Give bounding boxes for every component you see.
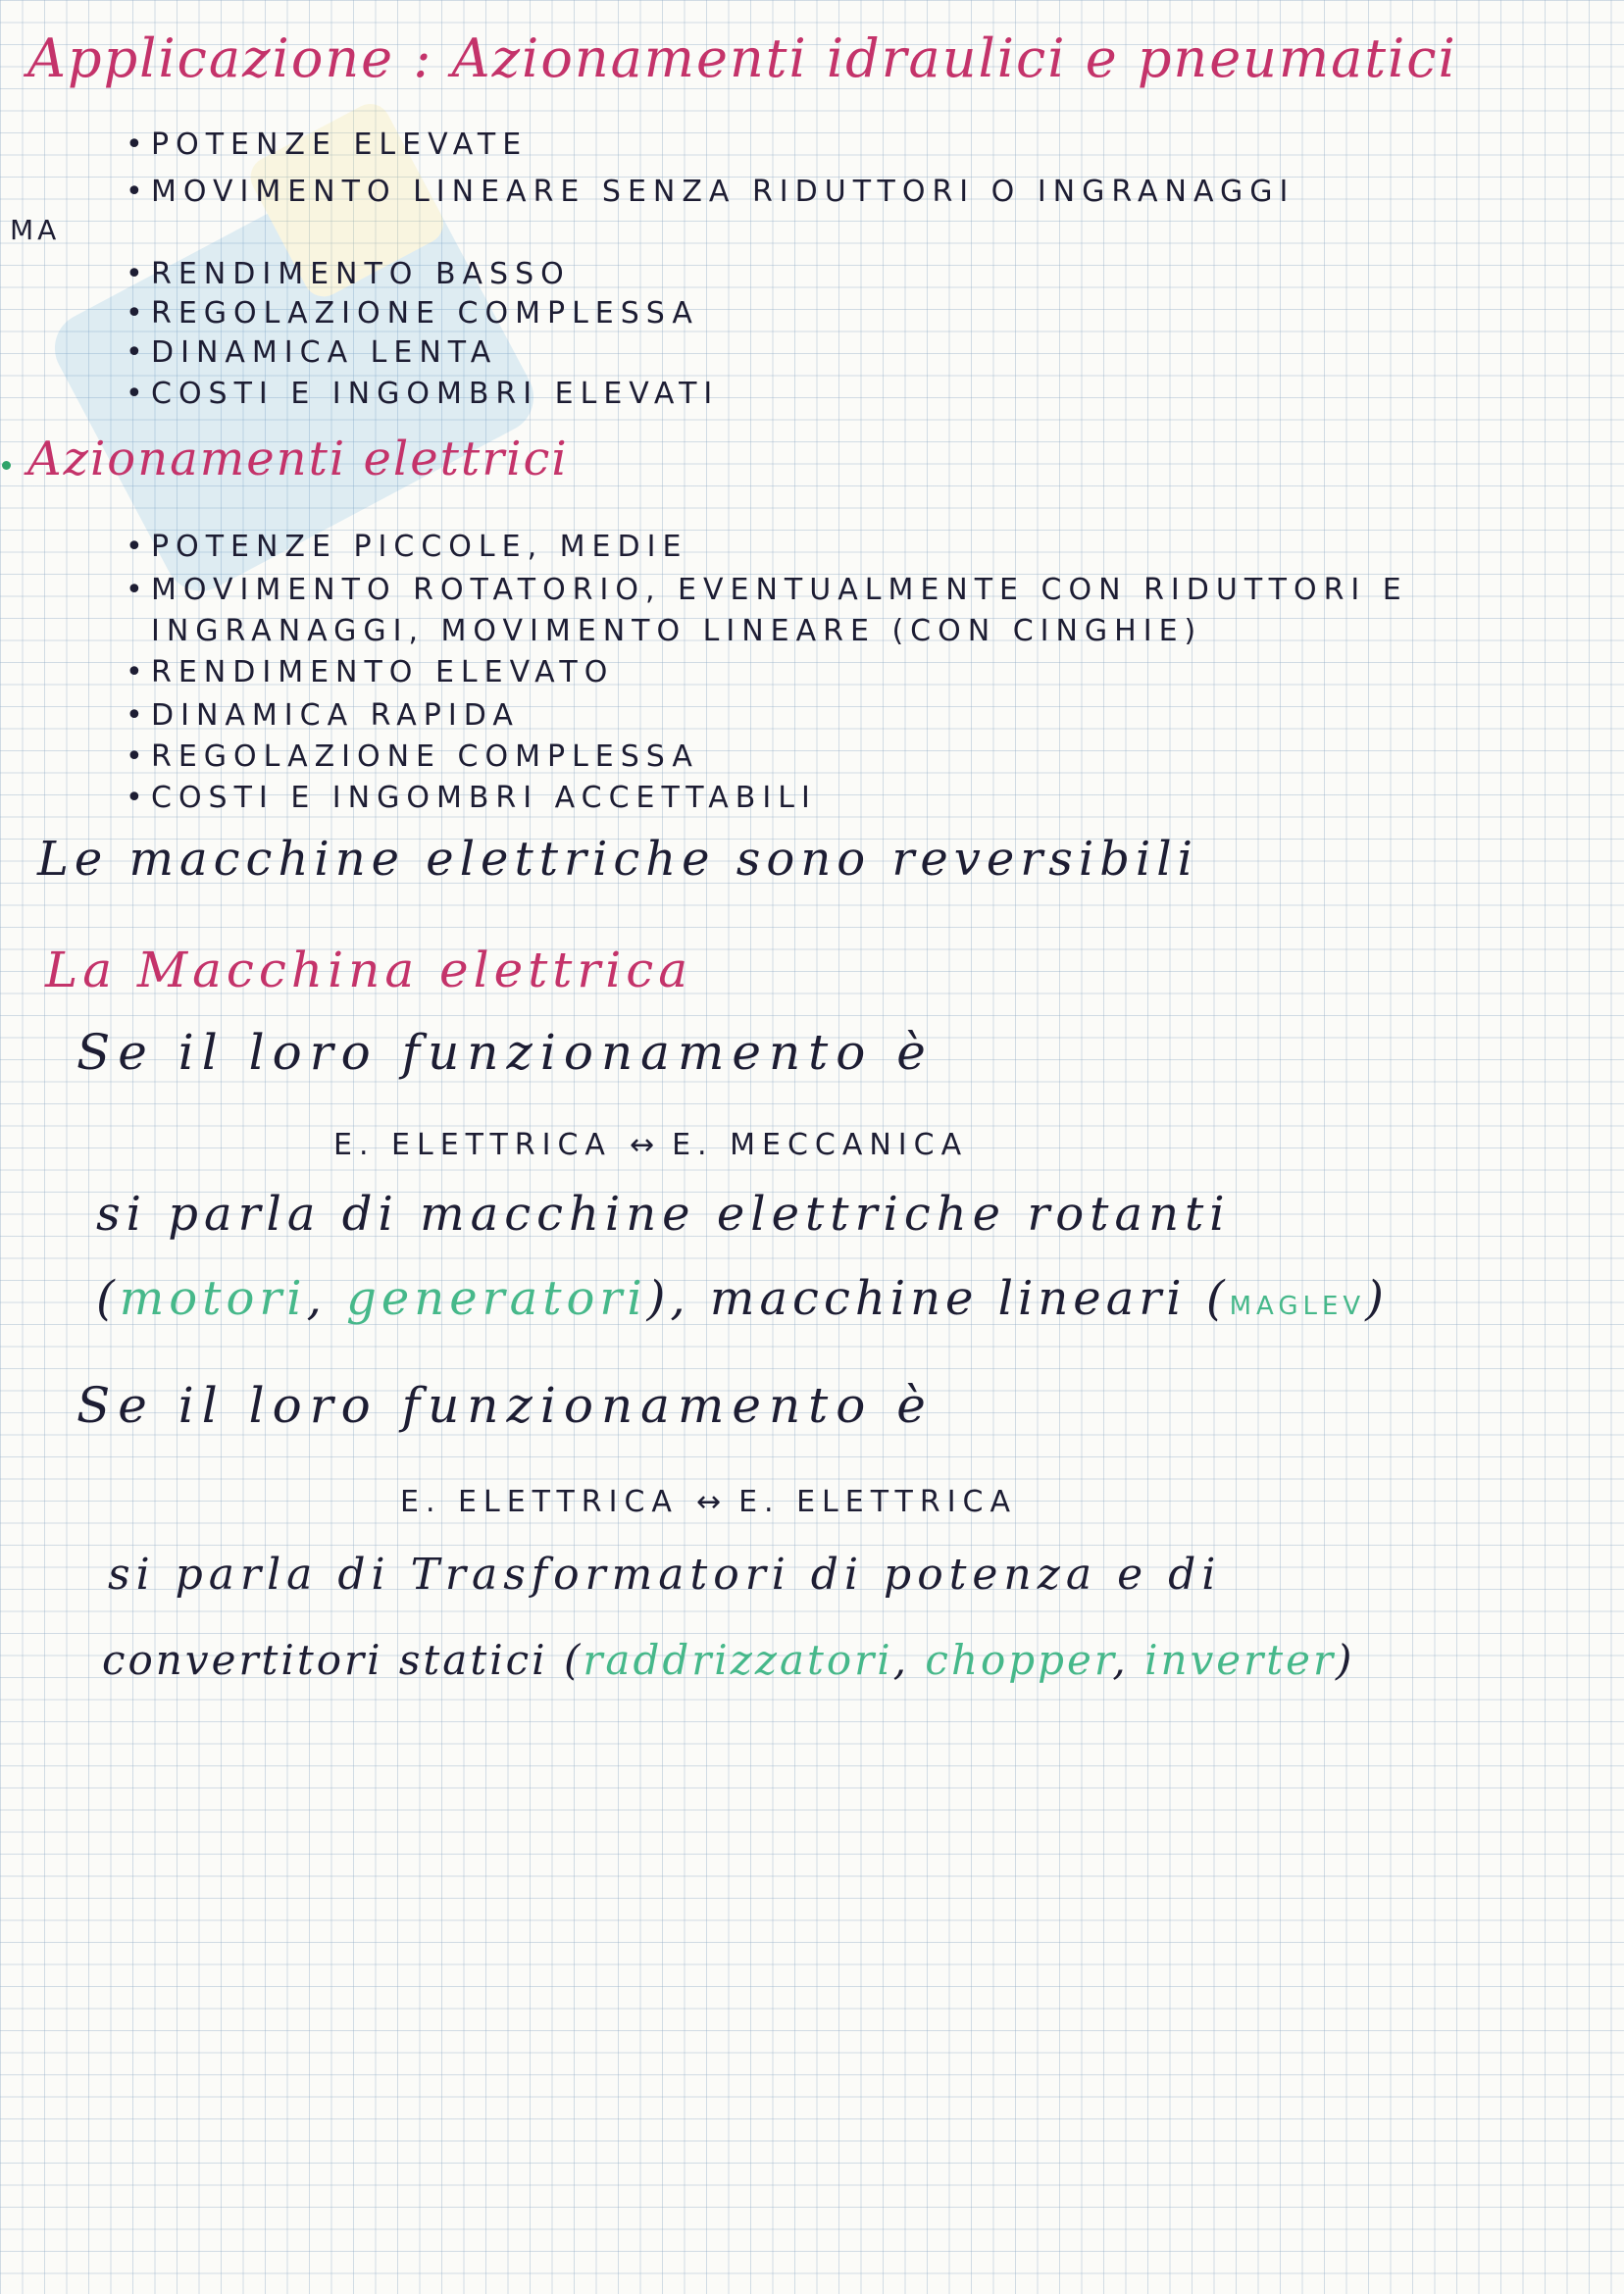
list-item: • POTENZE ELEVATE	[126, 127, 529, 162]
bullet-icon: •	[126, 127, 143, 162]
bullet-icon: •	[126, 781, 143, 815]
list-item: • RENDIMENTO BASSO	[126, 257, 571, 291]
energy-conversion	[400, 1485, 1017, 1519]
heading-macchina: La Macchina elettrica	[45, 942, 693, 998]
para2-line1: si parla di Trasformatori di potenza e di	[108, 1550, 1222, 1600]
heading-applicazione	[27, 27, 1457, 89]
energy-from: E. ELETTRICA	[333, 1128, 612, 1162]
heading-title: Azionamenti idraulici e pneumatici	[451, 27, 1457, 89]
heading-prefix: Applicazione :	[27, 27, 433, 89]
term-motori: motori	[119, 1271, 307, 1326]
bullet-icon: •	[126, 335, 143, 370]
bullet-icon: •	[126, 530, 143, 564]
term-chopper: chopper	[925, 1636, 1113, 1684]
list-item: • DINAMICA RAPIDA	[126, 698, 520, 733]
bullet-icon: •	[126, 257, 143, 291]
para1-line2: (motori, generatori), macchine lineari (MAGLEV)	[96, 1271, 1389, 1326]
term-raddrizzatori: raddrizzatori	[583, 1636, 893, 1684]
bullet-icon: •	[126, 573, 143, 607]
list-item: INGRANAGGI, MOVIMENTO LINEARE (CON CINGHIE)	[151, 614, 1203, 648]
bullet-icon: •	[126, 739, 143, 774]
para1-intro: Se il loro funzionamento è	[76, 1024, 934, 1081]
energy-to: E. ELETTRICA	[738, 1485, 1018, 1519]
bidirectional-arrow-icon: ↔	[695, 1485, 722, 1519]
bullet-icon: •	[126, 377, 143, 411]
bullet-icon: •	[126, 698, 143, 733]
bullet-icon: •	[126, 655, 143, 689]
term-maglev: MAGLEV	[1229, 1292, 1366, 1321]
list-item: • RENDIMENTO ELEVATO	[126, 655, 615, 689]
term-generatori: generatori	[346, 1271, 647, 1326]
ma-label: MA	[10, 214, 61, 246]
energy-from: E. ELETTRICA	[400, 1485, 679, 1519]
para2-line2: convertitori statici (raddrizzatori, chopper, inverter)	[102, 1636, 1355, 1684]
para2-intro: Se il loro funzionamento è	[76, 1377, 934, 1434]
list-item: • MOVIMENTO LINEARE SENZA RIDUTTORI O INGRANAGGI	[126, 175, 1295, 209]
list-item: • REGOLAZIONE COMPLESSA	[126, 739, 699, 774]
energy-conversion	[333, 1128, 968, 1162]
bullet-icon: •	[126, 175, 143, 209]
list-item: • POTENZE PICCOLE, MEDIE	[126, 530, 688, 564]
bidirectional-arrow-icon: ↔	[629, 1128, 655, 1162]
energy-to: E. MECCANICA	[672, 1128, 969, 1162]
list-item: • DINAMICA LENTA	[126, 335, 498, 370]
list-item: • REGOLAZIONE COMPLESSA	[126, 296, 699, 331]
heading-elettrici: Azionamenti elettrici	[27, 432, 569, 486]
para1-line1: si parla di macchine elettriche rotanti	[96, 1187, 1231, 1242]
bullet-icon: •	[126, 296, 143, 331]
bullet-icon	[2, 461, 11, 470]
term-inverter: inverter	[1144, 1636, 1337, 1684]
list-item: • COSTI E INGOMBRI ACCETTABILI	[126, 781, 817, 815]
list-item: • COSTI E INGOMBRI ELEVATI	[126, 377, 720, 411]
reversible-note: Le macchine elettriche sono reversibili	[37, 832, 1198, 887]
list-item: • MOVIMENTO ROTATORIO, EVENTUALMENTE CON RIDUTTORI E	[126, 573, 1408, 607]
